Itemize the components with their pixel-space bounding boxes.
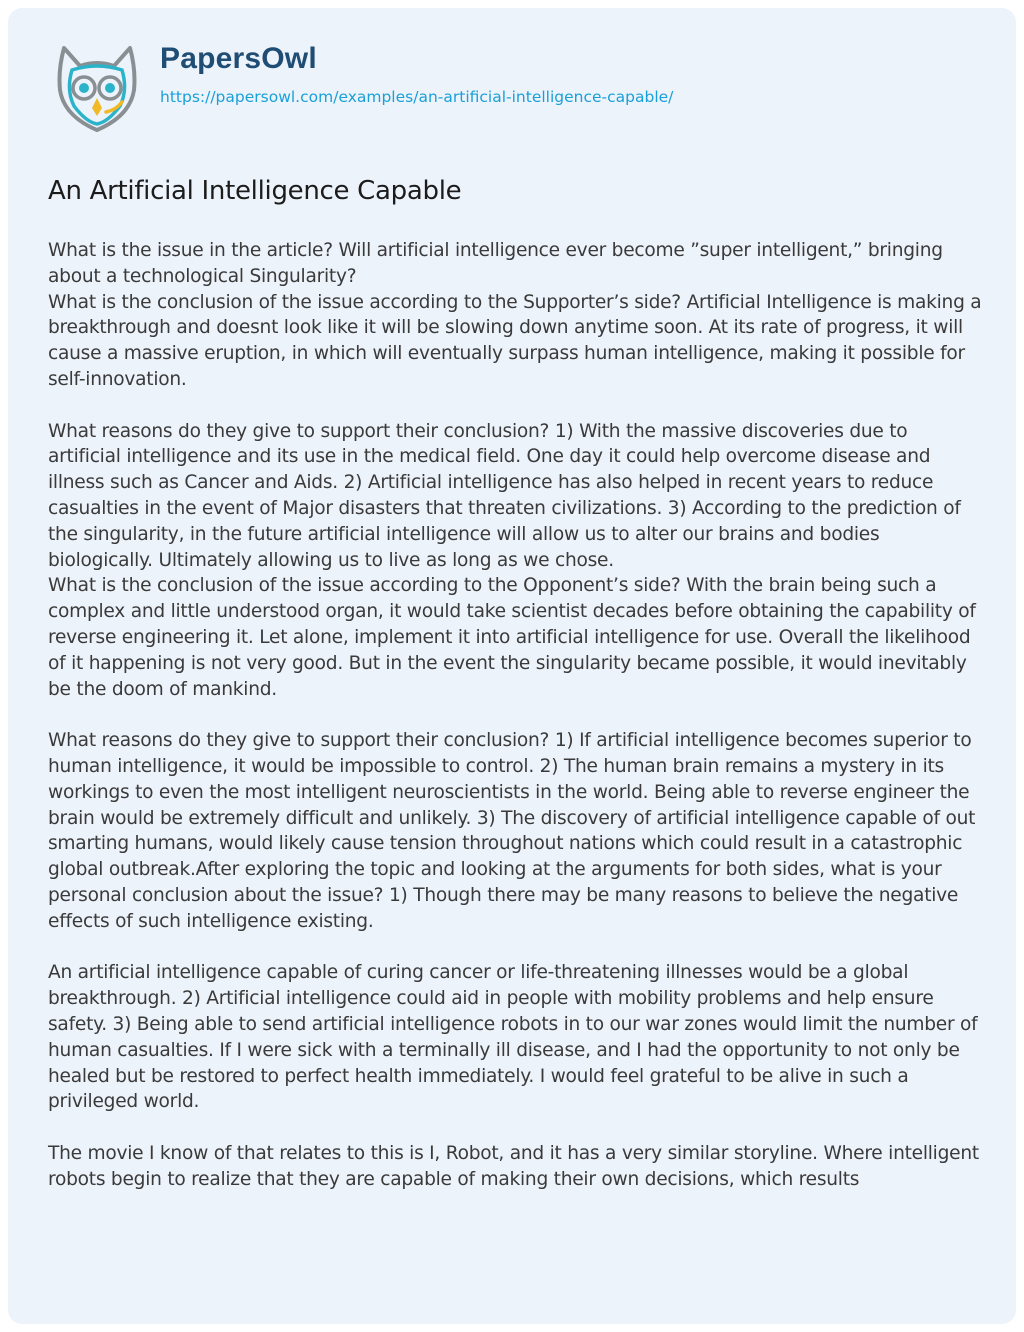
- site-header: [50, 34, 970, 134]
- paragraph: What reasons do they give to support their conclusion? 1) If artificial intelligence becomes superior to human intelligence, it would be impossible to control. 2) The human brain remains a mystery in its workings to even the most intelligent neuroscientists in the world. Being able to reverse engineer the brain would be extremely difficult and unlikely. 3) The discovery of artificial intelligence capable of out smarting humans, would likely cause tension throughout nations which could result in a catastrophic global outbreak.After exploring the topic and looking at the arguments for both sides, what is your personal conclusion about the issue? 1) Though there may be many reasons to believe the negative effects of such intelligence existing.: [48, 730, 976, 932]
- paragraph: What is the issue in the article? Will artificial intelligence ever become ”super intelligent,” bringing about a technological Singularity?: [48, 240, 943, 287]
- brand-name: PapersOwl: [160, 42, 317, 75]
- paragraph: What reasons do they give to support their conclusion? 1) With the massive discoveries due to artificial intelligence and its use in the medical field. One day it could help overcome disease and illness such as Cancer and Aids. 2) Artificial intelligence has also helped in recent years to reduce casualties in the event of Major disasters that threaten civilizations. 3) According to the prediction of the singularity, in the future artificial intelligence will allow us to alter our brains and bodies biologically. Ultimately allowing us to live as long as we chose.: [48, 420, 961, 571]
- paragraph: An artificial intelligence capable of curing cancer or life-threatening illnesses would be a global breakthrough. 2) Artificial intelligence could aid in people with mobility problems and help ensure safety. 3) Being able to send artificial intelligence robots in to our war zones would limit the number of human casualties. If I were sick with a terminally ill disease, and I had the opportunity to not only be healed but be restored to perfect health immediately. I would feel grateful to be alive in such a privileged world.: [48, 962, 978, 1113]
- page-title: An Artificial Intelligence Capable: [48, 176, 462, 206]
- article-body: [48, 238, 983, 1192]
- paragraph: The movie I know of that relates to this is I, Robot, and it has a very similar storyline. Where intelligent robots begin to realize that they are capable of making their own decisions, which results: [48, 1142, 979, 1190]
- paragraph: What is the conclusion of the issue according to the Opponent’s side? With the brain being such a complex and little understood organ, it would take scientist decades before obtaining the capability of reverse engineering it. Let alone, implement it into artificial intelligence for use. Overall the likelihood of it happening is not very good. But in the event the singularity became possible, it would inevitably be the doom of mankind.: [48, 575, 976, 700]
- paragraph: What is the conclusion of the issue according to the Supporter’s side? Artificial Intelligence is making a breakthrough and doesnt look like it will be slowing down anytime soon. At its rate of progress, it will cause a massive eruption, in which will eventually surpass human intelligence, making it possible for self-innovation.: [48, 291, 982, 390]
- owl-logo-icon: [50, 40, 144, 134]
- page-card: [8, 8, 1016, 1324]
- article-url-link[interactable]: https://papersowl.com/examples/an-artificial-intelligence-capable/: [160, 88, 674, 106]
